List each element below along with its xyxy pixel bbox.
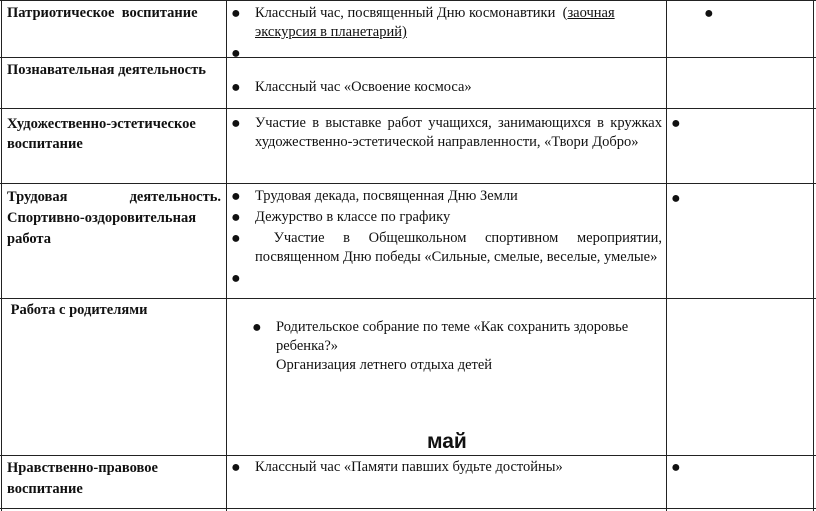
list-item: ● Участие в выставке работ учащихся, занимающихся в кружках художественно-эстетической направленности, «Твори Добро» (231, 115, 662, 150)
bullet-icon: ● (231, 45, 241, 62)
column-divider-1 (226, 0, 227, 511)
list-item: ● Классный час «Памяти павших будьте достойны» (231, 459, 563, 476)
bullet-icon: ● (231, 115, 241, 132)
column-divider-2 (666, 0, 667, 511)
row-heading-moral: Нравственно-правовое воспитание (7, 460, 158, 497)
bullet-icon: ● (671, 190, 681, 207)
row-items-art (229, 114, 662, 154)
row-items-moral (229, 458, 662, 479)
list-item (229, 269, 662, 288)
list-item: ● Участие в Общешкольном спортивном мероприятии, посвященном Дню победы «Сильные, смелые, веселые, умелые» (231, 230, 666, 265)
bullet-icon: ● (252, 319, 262, 336)
list-item: ● Дежурство в классе по графику (231, 209, 451, 226)
bullet-icon: ● (231, 188, 241, 205)
table-border-right (813, 0, 814, 511)
list-item (229, 44, 664, 63)
month-label: май (427, 430, 467, 453)
row-heading-parents: Работа с родителями (7, 302, 148, 318)
table-border-left (1, 0, 2, 511)
bullet-icon: ● (231, 459, 241, 476)
bullet-icon: ● (231, 79, 241, 96)
bullet-icon: ● (231, 270, 241, 287)
row-heading-cognitive: Познавательная деятельность (7, 62, 206, 78)
list-item: ● Трудовая декада, посвященная Дню Земли (231, 188, 518, 205)
row-divider-6 (0, 508, 816, 509)
list-item: ● Классный час, посвященный Дню космонавтики (заочная экскурсия в планетарий) (231, 5, 615, 40)
row-heading-patriotic: Патриотическое воспитание (7, 5, 198, 21)
list-item: ● Родительское собрание по теме «Как сохранить здоровье ребенка?» (252, 319, 629, 354)
row-items-cognitive (229, 78, 664, 99)
row-divider-3 (0, 183, 816, 184)
list-item: ● Классный час «Освоение космоса» (231, 79, 472, 96)
summer-rest-line: Организация летнего отдыха детей (276, 357, 493, 373)
row-divider-5 (0, 455, 816, 456)
row-divider-4 (0, 298, 816, 299)
bullet-icon: ● (231, 5, 241, 22)
row-heading-labor: Трудовая деятельность. Спортивно-оздоровительная работа (7, 189, 221, 247)
row-items-labor (229, 187, 666, 290)
bullet-icon: ● (671, 115, 681, 132)
bullet-icon: ● (704, 5, 714, 22)
row-items-parents (250, 318, 665, 358)
row-heading-art: Художественно-эстетическое воспитание (7, 116, 196, 152)
row-items-patriotic (229, 4, 664, 65)
bullet-icon: ● (671, 459, 681, 476)
row-divider-0 (0, 0, 816, 1)
bullet-icon: ● (231, 230, 241, 247)
row-divider-2 (0, 108, 816, 109)
bullet-icon: ● (231, 209, 241, 226)
